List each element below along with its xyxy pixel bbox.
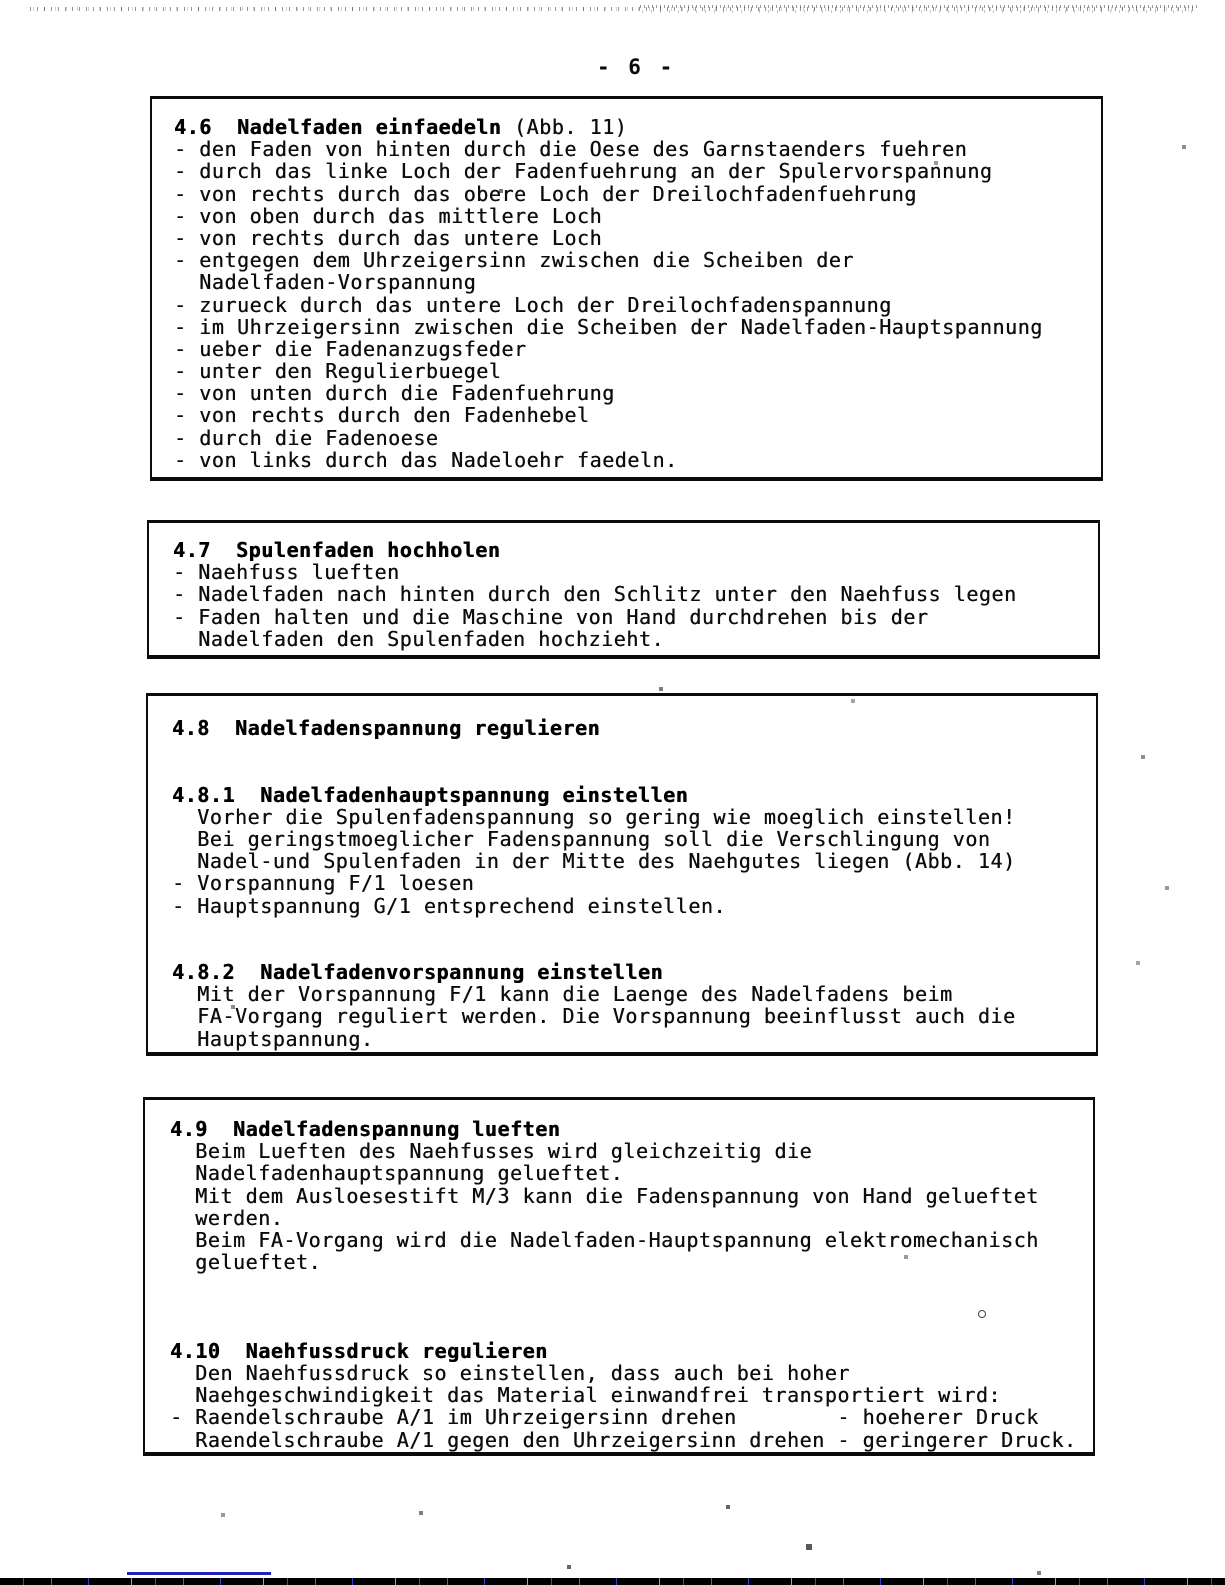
text-line: - durch die Fadenoese xyxy=(174,425,439,450)
blank-line xyxy=(172,917,1090,939)
text-line: - Raendelschraube A/1 im Uhrzeigersinn drehen - hoeherer Druck xyxy=(170,1405,1039,1430)
heading-line: 4.9 Nadelfadenspannung lueften xyxy=(170,1117,561,1141)
heading-line: 4.8 Nadelfadenspannung regulieren xyxy=(172,716,601,740)
heading-line: 4.7 Spulenfaden hochholen xyxy=(173,538,501,562)
text-line: Nadel-und Spulenfaden in der Mitte des Naehgutes liegen (Abb. 14) xyxy=(172,849,1016,874)
text-line: - von oben durch das mittlere Loch xyxy=(174,203,603,228)
text-line: - Nadelfaden nach hinten durch den Schlitz unter den Naehfuss legen xyxy=(173,582,1017,607)
text-line: Bei geringstmoeglicher Fadenspannung soll die Verschlingung von xyxy=(172,826,991,851)
text-line: - Naehfuss lueften xyxy=(173,560,400,585)
text-line: Vorher die Spulenfadenspannung so gering wie moeglich einstellen! xyxy=(172,804,1016,829)
text-line: - ueber die Fadenanzugsfeder xyxy=(174,336,527,361)
text-line: Den Naehfussdruck so einstellen, dass auch bei hoher xyxy=(170,1361,850,1386)
text-line: - zurueck durch das untere Loch der Dreilochfadenspannung xyxy=(174,292,892,317)
section-4-7-text xyxy=(173,539,1098,650)
page-number: - 6 - xyxy=(597,55,676,79)
text-line: Nadelfaden-Vorspannung xyxy=(174,270,477,295)
section-4-6-text xyxy=(174,116,1101,471)
blank-line xyxy=(172,739,1090,761)
text-line: - entgegen dem Uhrzeigersinn zwischen die Scheiben der xyxy=(174,248,854,273)
section-box-4-8 xyxy=(146,693,1098,1056)
section-box-4-9-4-10 xyxy=(143,1097,1095,1456)
text-line: Beim Lueften des Naehfusses wird gleichzeitig die xyxy=(170,1139,813,1164)
heading-line: 4.6 Nadelfaden einfaedeln (Abb. 11) xyxy=(174,115,628,139)
text-line: Nadelfadenhauptspannung gelueftet. xyxy=(170,1161,624,1186)
text-line: - Faden halten und die Maschine von Hand durchdrehen bis der xyxy=(173,604,929,629)
text-line: - unter den Regulierbuegel xyxy=(174,359,502,384)
section-4-9-4-10-text xyxy=(170,1118,1093,1451)
text-line: - von rechts durch das untere Loch xyxy=(174,225,603,250)
text-line: werden. xyxy=(170,1205,284,1230)
text-line: FA-Vorgang reguliert werden. Die Vorspannung beeinflusst auch die xyxy=(172,1004,1016,1029)
blank-line xyxy=(170,1273,1087,1295)
text-line: Beim FA-Vorgang wird die Nadelfaden-Hauptspannung elektromechanisch xyxy=(170,1227,1039,1252)
text-line: - von links durch das Nadeloehr faedeln. xyxy=(174,447,678,472)
section-box-4-6 xyxy=(150,96,1103,481)
heading-line: 4.10 Naehfussdruck regulieren xyxy=(170,1338,548,1363)
ink-dot-artifact xyxy=(978,1310,986,1318)
blue-underline-mark xyxy=(127,1572,271,1575)
blank-line xyxy=(172,939,1090,961)
heading-line: 4.8.1 Nadelfadenhauptspannung einstellen xyxy=(172,782,689,807)
blank-line xyxy=(170,1318,1087,1340)
text-line: - durch das linke Loch der Fadenfuehrung an der Spulervorspannung xyxy=(174,159,993,184)
text-line: - von unten durch die Fadenfuehrung xyxy=(174,381,615,406)
text-line: Mit dem Ausloesestift M/3 kann die Fadenspannung von Hand gelueftet xyxy=(170,1183,1039,1208)
text-line: - von rechts durch den Fadenhebel xyxy=(174,403,590,428)
text-line: Hauptspannung. xyxy=(172,1026,374,1051)
text-line: - von rechts durch das obere Loch der Dreilochfadenfuehrung xyxy=(174,181,917,206)
blank-line xyxy=(170,1296,1087,1318)
text-line: Mit der Vorspannung F/1 kann die Laenge des Nadelfadens beim xyxy=(172,982,953,1007)
text-line: - Hauptspannung G/1 entsprechend einstellen. xyxy=(172,893,727,918)
scan-noise-band-right xyxy=(640,5,1200,14)
text-line: - den Faden von hinten durch die Oese des Garnstaenders fuehren xyxy=(174,137,968,162)
bottom-scan-edge-bar xyxy=(0,1578,1225,1585)
heading-line: 4.8.2 Nadelfadenvorspannung einstellen xyxy=(172,960,664,985)
scan-speckles xyxy=(0,0,2,2)
text-line: Raendelschraube A/1 gegen den Uhrzeigersinn drehen - geringerer Druck. xyxy=(170,1427,1077,1452)
text-line: - im Uhrzeigersinn zwischen die Scheiben der Nadelfaden-Hauptspannung xyxy=(174,314,1043,339)
section-4-8-text xyxy=(172,717,1096,1050)
text-line: gelueftet. xyxy=(170,1250,322,1275)
blank-line xyxy=(172,761,1090,783)
text-line: - Vorspannung F/1 loesen xyxy=(172,871,475,896)
section-box-4-7 xyxy=(147,520,1100,659)
text-line: Nadelfaden den Spulenfaden hochzieht. xyxy=(173,626,665,651)
text-line: Naehgeschwindigkeit das Material einwandfrei transportiert wird: xyxy=(170,1383,1002,1408)
